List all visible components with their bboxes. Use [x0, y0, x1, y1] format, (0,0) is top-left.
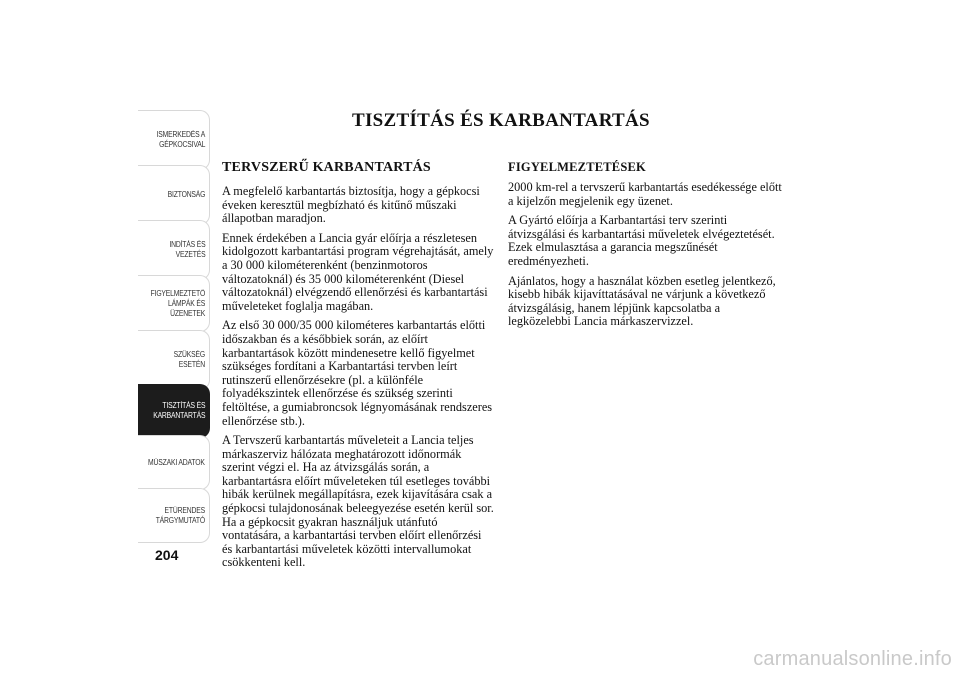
paragraph: Az első 30 000/35 000 kilométeres karbantartás előtti időszakban és a későbbiek során, az előírt karbantartások között mindenesetre kellő figyelmet szükséges fordítani a Karbantartási tervben leírt rutinszerű ellenőrzésekre (pl. a különféle folyadékszintek ellenőrzése és szükség szerinti feltöltése, a gumiabroncsok légnyomásának rendszeres ellenőrzése stb.). [222, 318, 493, 428]
page-number: 204 [155, 547, 179, 563]
tab-ismerkedes[interactable] [138, 110, 210, 170]
page-title: TISZTÍTÁS ÉS KARBANTARTÁS [352, 110, 650, 131]
paragraph: A megfelelő karbantartás biztosítja, hogy a gépkocsi éveken keresztül megbízható és kitűnő műszaki állapotban maradjon. [222, 184, 480, 226]
tab-targymutato[interactable] [138, 488, 210, 543]
tab-label: TISZTÍTÁS ÉS KARBANTARTÁS [152, 401, 205, 420]
watermark: carmanualsonline.info [753, 648, 952, 670]
tab-label: INDÍTÁS ÉS VEZETÉS [168, 240, 205, 259]
tab-label: BIZTONSÁG [167, 190, 205, 199]
tab-label: ETŰRENDES TÁRGYMUTATÓ [155, 505, 205, 525]
paragraph: 2000 km-rel a tervszerű karbantartás esedékessége előtt a kijelzőn megjelenik egy üzenet. [508, 180, 782, 208]
paragraph: A Tervszerű karbantartás műveleteit a Lancia teljes márkaszerviz hálózata meghatározott időnormák szerint végzi el. Ha az átvizsgálás során, a karbantartásra előírt műveleteken túl esetleges további hibák kerülnek megállapításra, ezek kijavítására csak a gépkocsi tulajdonosának beleegyezése esetén kerül sor. Ha a gépkocsit gyakran használjuk utánfutó vontatására, a karbantartási tervben előírt ellenőrzési és karbantartási műveletek közötti intervallumokat csökkenteni kell. [222, 433, 494, 570]
paragraph: Ajánlatos, hogy a használat közben esetleg jelentkező, kisebb hibák kijavíttatásával ne várjunk a következő átvizsgálásig, hanem lépjünk kapcsolatba a legközelebbi Lancia márkaszervizzel. [508, 273, 776, 329]
tab-tisztitas[interactable] [138, 384, 210, 438]
tab-label: SZÜKSÉG ESETÉN [173, 350, 205, 369]
tab-figyelmezteto[interactable] [138, 275, 210, 332]
tab-label: FIGYELMEZTETŐ LÁMPÁK ÉS ÜZENETEK [150, 288, 205, 318]
paragraph: Ennek érdekében a Lancia gyár előírja a részletesen kidolgozott karbantartási program végrehajtását, amely a 30 000 kilométerenként (benzinmotoros változatoknál) és 35 000 kilométerenként (Diesel változatoknál) elvégzendő ellenőrzési és karbantartási műveleteket foglalja magában. [222, 230, 494, 313]
left-column [222, 160, 494, 576]
tab-label: MŰSZAKI ADATOK [148, 457, 205, 467]
tab-inditas[interactable] [138, 220, 210, 280]
tab-label: ISMERKEDÉS A GÉPKOCSIVAL [156, 130, 205, 149]
section-heading: TERVSZERŰ KARBANTARTÁS [222, 160, 431, 175]
tab-szukseg[interactable] [138, 330, 210, 390]
tab-muszaki[interactable] [138, 435, 210, 490]
chapter-tabs [138, 110, 210, 543]
right-column [508, 160, 783, 335]
warnings-heading: FIGYELMEZTETÉSEK [508, 160, 646, 174]
paragraph: A Gyártó előírja a Karbantartási terv szerinti átvizsgálási és karbantartási műveletek elvégeztetését. Ezek elmulasztása a garancia megszűnését eredményezheti. [508, 213, 775, 268]
tab-biztonsag[interactable] [138, 165, 210, 225]
